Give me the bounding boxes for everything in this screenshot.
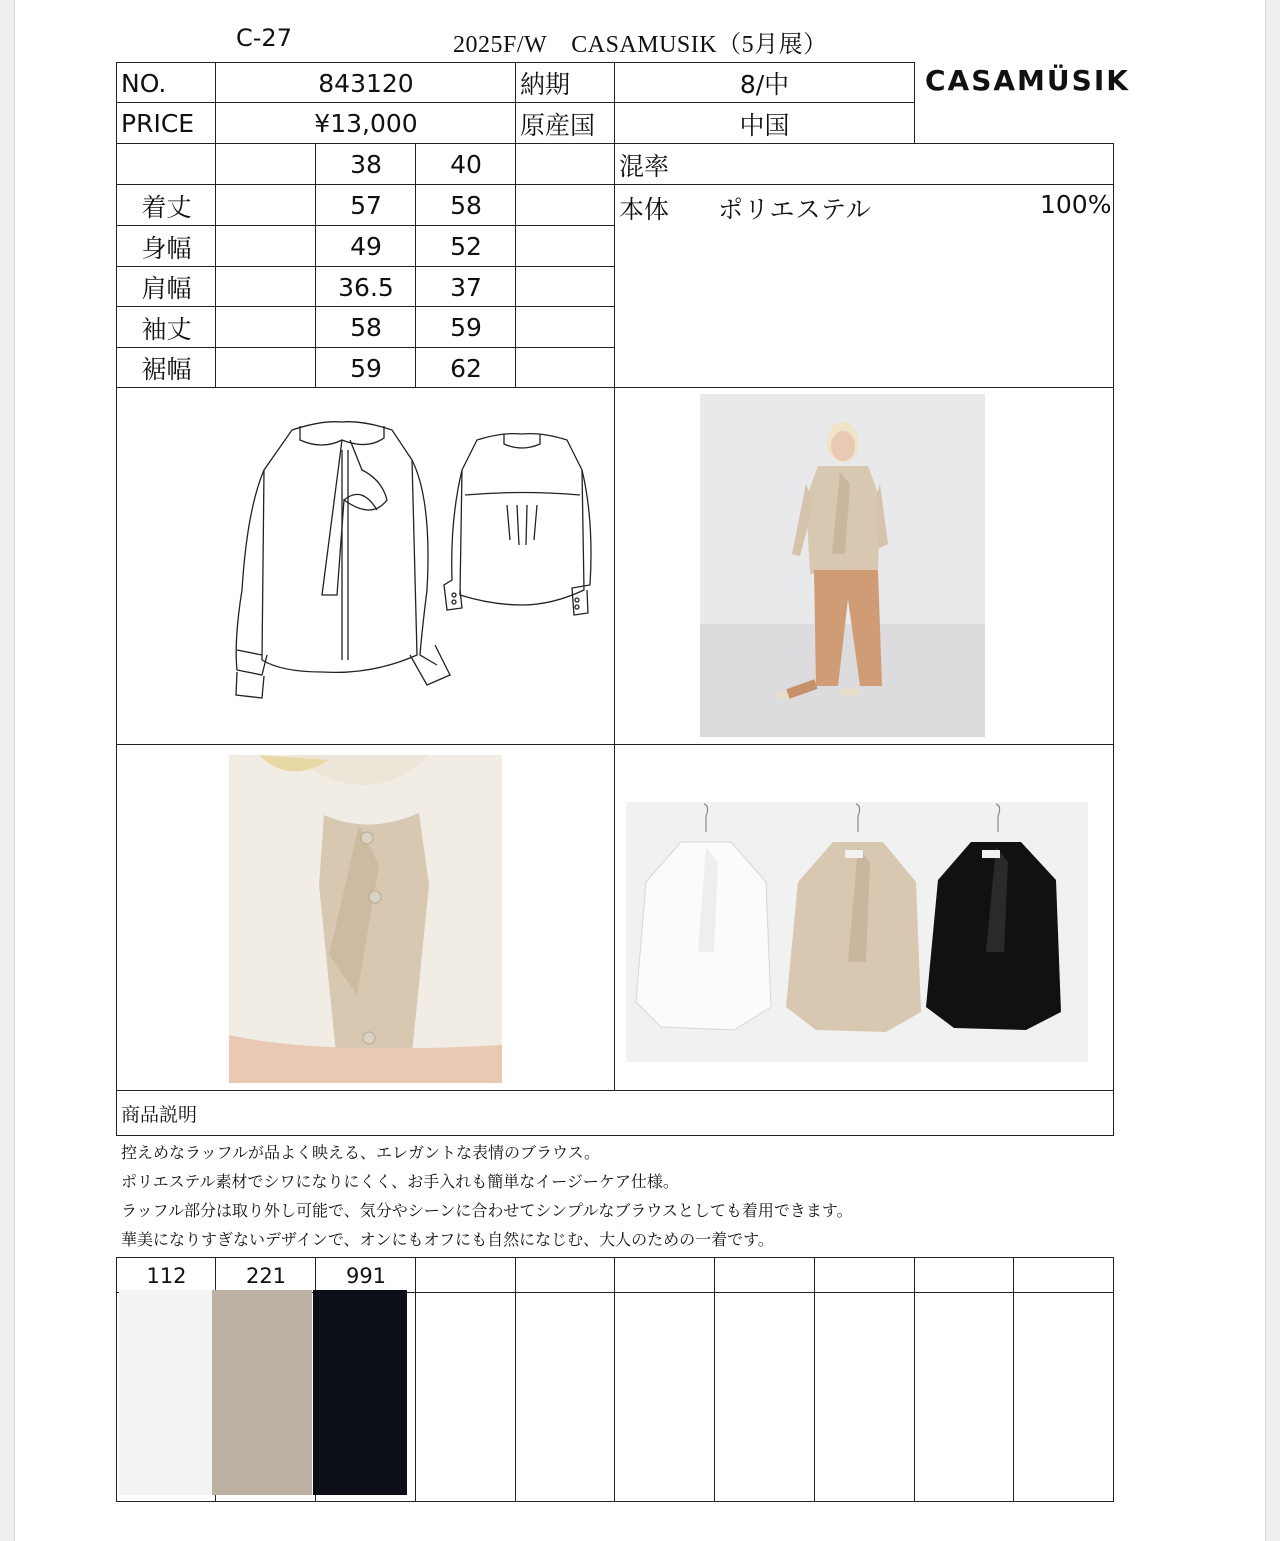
color-code-empty [415, 1257, 517, 1294]
size-header-blank-2 [215, 143, 317, 186]
size-header-blank-3 [515, 143, 616, 186]
measure-label: 袖丈 [116, 306, 217, 349]
color-code: 991 [315, 1257, 417, 1294]
color-code-empty [515, 1257, 616, 1294]
description-line: ポリエステル素材でシワになりにくく、お手入れも簡単なイージーケア仕様。 [121, 1172, 679, 1191]
measure-blank [515, 266, 616, 308]
measure-value: 58 [415, 184, 517, 227]
no-value: 843120 [215, 62, 517, 104]
measure-blank [515, 306, 616, 349]
composition-label: 混率 [614, 143, 1114, 186]
color-code-empty [1013, 1257, 1114, 1294]
measure-value: 59 [315, 347, 417, 389]
measure-label: 裾幅 [116, 347, 217, 389]
measure-blank [515, 347, 616, 389]
origin-value: 中国 [614, 102, 915, 145]
hanger-photo [626, 802, 1088, 1062]
price-label: PRICE [116, 102, 217, 145]
measure-value: 58 [315, 306, 417, 349]
fabric-swatch-991 [313, 1290, 407, 1495]
swatch-cell-empty [714, 1292, 816, 1502]
swatch-cell-empty [614, 1292, 716, 1502]
document-title: 2025F/W CASAMUSIK（5月展） [453, 32, 828, 58]
origin-label: 原産国 [515, 102, 616, 145]
fabric-swatch-112 [119, 1290, 215, 1495]
description-line: 華美になりすぎないデザインで、オンにもオフにも自然になじむ、大人のための一着です。 [121, 1230, 774, 1249]
measure-label: 肩幅 [116, 266, 217, 308]
measure-value: 36.5 [315, 266, 417, 308]
color-code-empty [914, 1257, 1015, 1294]
description-line: ラッフル部分は取り外し可能で、気分やシーンに合わせてシンプルなブラウスとしても着用できます。 [121, 1201, 853, 1220]
composition-percent: 100% [1040, 190, 1112, 219]
measure-label: 身幅 [116, 225, 217, 268]
color-code-empty [714, 1257, 816, 1294]
size-header-blank [116, 143, 217, 186]
price-value: ¥13,000 [215, 102, 517, 145]
measure-blank [215, 184, 317, 227]
measure-blank [215, 306, 317, 349]
description-line: 控えめなラッフルが品よく映える、エレガントな表情のブラウス。 [121, 1143, 601, 1162]
measure-value: 52 [415, 225, 517, 268]
window-edge-right [1265, 0, 1280, 1541]
delivery-label: 納期 [515, 62, 616, 104]
description-label: 商品説明 [116, 1090, 1114, 1136]
size-col-38: 38 [315, 143, 417, 186]
measure-value: 57 [315, 184, 417, 227]
window-edge-left [0, 0, 15, 1541]
measure-blank [215, 266, 317, 308]
measure-value: 49 [315, 225, 417, 268]
color-code: 221 [215, 1257, 317, 1294]
color-code-empty [614, 1257, 716, 1294]
measure-blank [515, 184, 616, 227]
swatch-cell-empty [914, 1292, 1015, 1502]
swatch-cell-empty [515, 1292, 616, 1502]
measure-blank [515, 225, 616, 268]
no-label: NO. [116, 62, 217, 104]
item-code: C-27 [236, 24, 292, 52]
measure-blank [215, 225, 317, 268]
swatch-cell-empty [814, 1292, 916, 1502]
detail-photo [229, 755, 502, 1083]
measure-blank [215, 347, 317, 389]
swatch-cell-empty [415, 1292, 517, 1502]
blouse-flat-sketch [222, 410, 602, 710]
swatch-cell-empty [1013, 1292, 1114, 1502]
fabric-swatch-221 [212, 1290, 312, 1495]
measure-value: 37 [415, 266, 517, 308]
color-code-empty [814, 1257, 916, 1294]
composition-material: ポリエステル [718, 195, 872, 224]
color-code: 112 [116, 1257, 217, 1294]
brand-logo: CASAMÜSIK [925, 64, 1130, 97]
measure-value: 59 [415, 306, 517, 349]
size-col-40: 40 [415, 143, 517, 186]
measure-value: 62 [415, 347, 517, 389]
delivery-value: 8/中 [614, 62, 915, 104]
model-photo [700, 394, 985, 737]
measure-label: 着丈 [116, 184, 217, 227]
composition-part: 本体 [619, 195, 670, 224]
